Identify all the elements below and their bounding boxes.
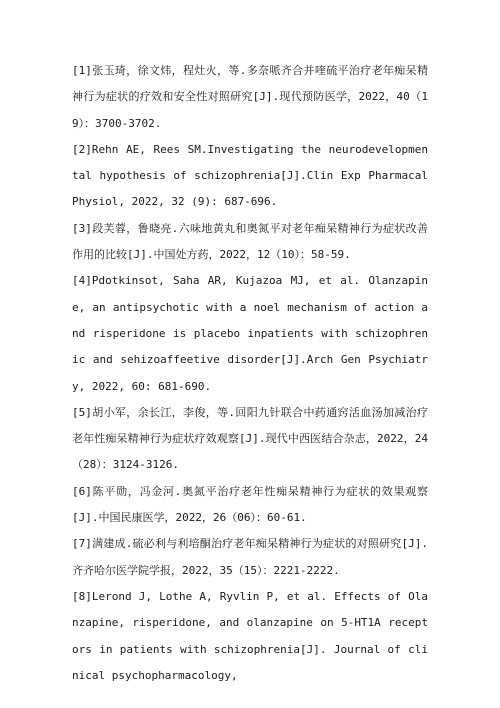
reference-item: [4]Pdotkinsot, Saha AR, Kujazoa MJ, et al. Olanzapine, an antipsychotic with a noel mechanism of action and risperidone is placebo inpatients with schizophrenic and sehizoaffeetive disorder[J].Arch Gen Psychiatry, 2022, 60: 681-690. (72, 274, 428, 393)
reference-item: [1]张玉琦，徐文炜，程灶火，等.多奈哌齐合并喹硫平治疗老年痴呆精神行为症状的疗效和安全性对照研究[J].现代预防医学，2022，40（19）：3700-3702. (72, 64, 428, 130)
reference-item: [6]陈平勋，冯金河.奥氮平治疗老年性痴呆精神行为症状的效果观察[J].中国民康医学，2022，26（06）：60-61. (72, 484, 428, 525)
reference-list (72, 58, 428, 689)
reference-item: [2]Rehn AE, Rees SM.Investigating the neurodevelopmental hypothesis of schizophrenia[J].Clin Exp Pharmacal Physiol, 2022, 32 (9): 687-696. (72, 142, 428, 209)
reference-item: [8]Lerond J, Lothe A, Ryvlin P, et al. Effects of Olanzapine, risperidone, and olanzapine on 5-HT1A receptors in patients with schizophrenia[J]. Journal of clinical psychopharmacology, (72, 589, 428, 682)
reference-item: [3]段芙蓉，鲁晓亮.六味地黄丸和奥氮平对老年痴呆精神行为症状改善作用的比较[J].中国处方药，2022，12（10）：58-59. (72, 221, 428, 262)
reference-item: [7]满建成.硫必利与利培酮治疗老年痴呆精神行为症状的对照研究[J].齐齐哈尔医学院学报，2022，35（15）：2221-2222. (72, 537, 428, 577)
reference-item: [5]胡小军，余长江，李俊，等.回阳九针联合中药通窍活血汤加减治疗老年性痴呆精神行为症状疗效观察[J].现代中西医结合杂志，2022，24（28）：3124-3126. (72, 405, 428, 472)
